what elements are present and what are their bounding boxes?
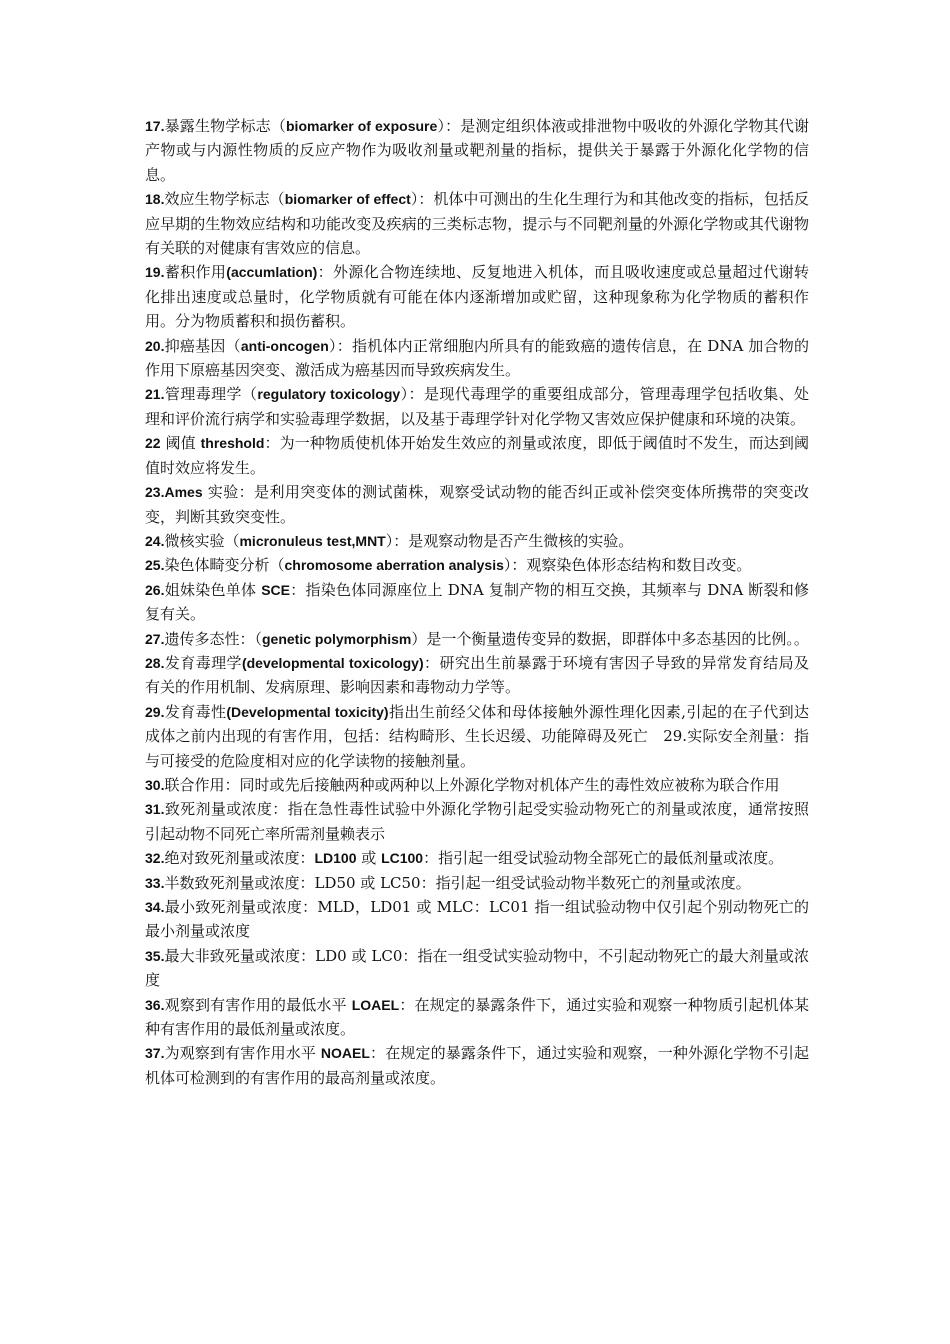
definition-entry — [145, 187, 809, 260]
entry-number: 18. — [145, 191, 165, 208]
definition-entry — [145, 627, 809, 651]
entry-number: 35. — [145, 947, 165, 964]
entry-text: ：在规定的暴露条件下，通过实验和观察，一种外源化学物不引起机体可检测到的有害作用的最高剂量或浓度。 — [145, 1044, 809, 1087]
entry-text: 阈值 — [160, 434, 201, 453]
entry-text: 管理毒理学（ — [164, 385, 258, 404]
definition-entry — [145, 431, 809, 480]
entry-text: 指出生前经父体和母体接触外源性理化因素,引起的在子代到达成体之前内出现的有害作用，包括：结构畸形、生长迟缓、功能障碍及死亡 29.实际安全剂量：指与可接受的危险度相对应的化学读物的接触剂量。 — [145, 702, 809, 770]
entry-text: 发育毒性 — [164, 702, 227, 721]
entry-text: ：指引起一组受试验动物全部死亡的最低剂量或浓度。 — [423, 849, 784, 868]
entry-number: 26. — [145, 581, 165, 598]
entry-number: 22 — [145, 435, 161, 452]
entry-term: threshold — [200, 435, 265, 452]
definition-entry — [145, 382, 809, 431]
definition-entry — [145, 260, 809, 333]
entry-text: 观察到有害作用的最低水平 — [164, 995, 352, 1014]
entry-text: 染色体畸变分析（ — [164, 556, 285, 575]
definition-entry — [145, 578, 809, 627]
entry-term: anti-oncogen — [240, 337, 329, 354]
entry-text: ：为一种物质使机体开始发生效应的剂量或浓度，即低于阈值时不发生，而达到阈值时效应将发生。 — [145, 434, 809, 477]
definition-entry — [145, 773, 809, 797]
entry-term: regulatory toxicology — [257, 386, 401, 403]
definition-entry — [145, 334, 809, 383]
entry-term: Ames — [164, 484, 203, 501]
entry-term: (Developmental toxicity) — [226, 703, 389, 720]
entry-text: 微核实验（ — [164, 531, 240, 550]
entry-term: (developmental toxicology) — [241, 654, 424, 671]
entry-text: 遗传多态性：（ — [164, 629, 262, 648]
entry-number: 21. — [145, 386, 165, 403]
entry-term: micronuleus test,MNT — [239, 532, 386, 549]
entry-term: LC100 — [381, 850, 424, 867]
entry-term: SCE — [261, 581, 291, 598]
entry-text: ）：机体中可测出的生化生理行为和其他改变的指标，包括反应早期的生物效应结构和功能改变及疾病的三类标志物，提示与不同靶剂量的外源化学物或其代谢物有关联的对健康有害效应的信息。 — [145, 190, 809, 258]
entry-text: ：外源化合物连续地、反复地进入机体，而且吸收速度或总量超过代谢转化排出速度或总量时，化学物质就有可能在体内逐渐增加或贮留，这种现象称为化学物质的蓄积作用。分为物质蓄积和损伤蓄积。 — [145, 263, 809, 331]
entry-text: 效应生物学标志（ — [164, 190, 285, 209]
entry-text: ：在规定的暴露条件下，通过实验和观察一种物质引起机体某种有害作用的最低剂量或浓度。 — [145, 995, 809, 1039]
entry-text: ）：是测定组织体液或排泄物中吸收的外源化学物其代谢产物或与内源性物质的反应产物作为吸收剂量或靶剂量的指标，提供关于暴露于外源化化学物的信息。 — [145, 117, 809, 184]
definition-entry — [145, 993, 809, 1042]
definition-entry — [145, 871, 809, 895]
entry-text: 最小致死剂量或浓度：MLD，LD01 或 MLC：LC01 指一组试验动物中仅引起个别动物死亡的最小剂量或浓度 — [145, 898, 809, 941]
entry-number: 28. — [145, 654, 165, 671]
entry-number: 33. — [145, 874, 165, 891]
entry-text: ）：是现代毒理学的重要组成部分，管理毒理学包括收集、处理和评价流行病学和实验毒理学数据，以及基于毒理学针对化学物又害效应保护健康和环境的决策。 — [145, 385, 809, 428]
entry-term: chromosome aberration analysis — [284, 557, 504, 574]
entry-text: 或 — [356, 849, 382, 868]
definition-entry — [145, 529, 809, 553]
entry-text: ：指染色体同源座位上 DNA 复制产物的相互交换，其频率与 DNA 断裂和修复有关。 — [145, 580, 809, 624]
entry-text: ）：指机体内正常细胞内所具有的能致癌的遗传信息，在 DNA 加合物的作用下原癌基因突变、激活成为癌基因而导致疾病发生。 — [145, 336, 809, 380]
entry-number: 32. — [145, 850, 165, 867]
definition-entry — [145, 114, 809, 187]
entry-text: 抑癌基因（ — [164, 336, 241, 355]
entry-term: LD100 — [314, 850, 357, 867]
entry-term: (accumlation) — [226, 264, 318, 281]
entry-number: 17. — [145, 118, 165, 134]
entry-text: ）：观察染色体形态结构和数目改变。 — [503, 556, 752, 575]
entry-number: 30. — [145, 776, 165, 793]
entry-text: 联合作用：同时或先后接触两种或两种以上外源化学物对机体产生的毒性效应被称为联合作用 — [164, 775, 780, 794]
entry-text: 半数致死剂量或浓度：LD50 或 LC50：指引起一组受试验动物半数死亡的剂量或浓度。 — [164, 873, 751, 892]
entry-text: 暴露生物学标志（ — [164, 117, 286, 135]
entry-text: ）：是观察动物是否产生微核的实验。 — [385, 531, 634, 550]
entry-number: 25. — [145, 557, 165, 574]
entry-text: 发育毒理学 — [164, 653, 242, 672]
definition-entry — [145, 797, 809, 846]
entry-number: 24. — [145, 532, 165, 549]
definition-entry — [145, 1041, 809, 1090]
entry-number: 36. — [145, 996, 165, 1013]
definition-entry — [145, 895, 809, 944]
entry-term: biomarker of effect — [284, 191, 411, 208]
entry-text: 为观察到有害作用水平 — [164, 1044, 321, 1063]
document-body — [145, 114, 809, 1090]
definition-entry — [145, 846, 809, 870]
entry-text: 姐妹染色单体 — [164, 580, 262, 599]
entry-text: 绝对致死剂量或浓度： — [164, 849, 315, 868]
definition-entry — [145, 480, 809, 529]
entry-term: genetic polymorphism — [261, 630, 412, 647]
entry-term: biomarker of exposure — [286, 118, 438, 134]
entry-number: 20. — [145, 337, 165, 354]
entry-number: 37. — [145, 1045, 165, 1062]
entry-text: 最大非致死量或浓度：LD0 或 LC0：指在一组受试实验动物中，不引起动物死亡的最大剂量或浓度 — [145, 946, 809, 990]
definition-entry — [145, 944, 809, 993]
entry-number: 31. — [145, 801, 165, 818]
definition-entry — [145, 651, 809, 700]
entry-number: 19. — [145, 264, 165, 281]
definition-entry — [145, 553, 809, 577]
entry-term: NOAEL — [320, 1045, 370, 1062]
entry-text: 致死剂量或浓度：指在急性毒性试验中外源化学物引起受实验动物死亡的剂量或浓度，通常按照引起动物不同死亡率所需剂量赖表示 — [145, 800, 809, 843]
entry-number: 29. — [145, 703, 165, 720]
entry-text: ）是一个衡量遗传变异的数据，即群体中多态基因的比例。。 — [411, 629, 809, 648]
entry-text: ：研究出生前暴露于环境有害因子导致的异常发育结局及有关的作用机制、发病原理、影响因素和毒物动力学等。 — [145, 653, 809, 697]
entry-text: 实验：是利用突变体的测试菌株，观察受试动物的能否纠正或补偿突变体所携带的突变改变，判断其致突变性。 — [145, 483, 809, 526]
entry-number: 34. — [145, 899, 165, 915]
entry-number: 27. — [145, 630, 165, 647]
definition-entry — [145, 700, 809, 773]
entry-term: LOAEL — [351, 996, 400, 1013]
entry-number: 23. — [145, 484, 165, 501]
entry-text: 蓄积作用 — [164, 263, 227, 282]
